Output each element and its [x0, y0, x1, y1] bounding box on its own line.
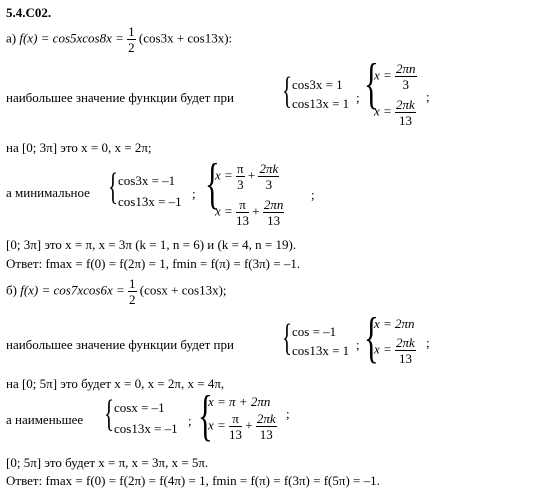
max-sys-line-2: cos13x = 1: [292, 96, 350, 111]
max-sol-1-den: 3: [402, 77, 410, 92]
part-a-eq-left: f(x) = cos5xcos8x =: [19, 30, 124, 46]
max-sol-2-den: 13: [398, 351, 412, 366]
min-sol-2-frac-a: [236, 198, 249, 227]
part-b-eq-right: (cosx + cos13x);: [139, 282, 227, 298]
max-sol-2: [374, 336, 416, 365]
min-sol-2-a-den: 13: [229, 427, 243, 442]
plus-sign: +: [252, 203, 260, 219]
part-a-answer: Ответ: fmax = f(0) = f(2π) = 1, fmin = f(π) = f(3π) = –1.: [6, 256, 301, 271]
min-sol-2-frac-b: [256, 412, 277, 441]
min-sys-line-2: cos13x = –1: [118, 194, 182, 209]
separator: ;: [426, 89, 430, 104]
left-brace: {: [282, 317, 293, 359]
min-sol-1: x = π + 2πn: [208, 394, 271, 409]
half-numerator: 1: [128, 24, 135, 39]
min-sol-1-b-num: 2πk: [259, 161, 279, 176]
min-sol-2-a-den: 13: [236, 213, 250, 228]
max-sol-2-frac: [395, 336, 416, 365]
min-sol-2-frac-b: [263, 198, 285, 227]
part-b-interval: на [0; 5π] это будет x = 0, x = 2π, x = 4π,: [6, 376, 225, 391]
min-sol-2-a-num: π: [229, 412, 242, 427]
separator: ;: [311, 187, 315, 202]
half-denominator: 2: [129, 292, 136, 307]
left-brace: {: [364, 53, 379, 115]
min-sol-1: [215, 162, 279, 191]
min-sys-line-2: cos13x = –1: [114, 421, 178, 436]
max-sol-1-lhs: x =: [374, 67, 392, 83]
separator: ;: [426, 335, 430, 350]
separator: ;: [286, 406, 290, 421]
min-sol-2-a-num: π: [236, 198, 249, 213]
max-sol-1-num: 2πn: [396, 61, 416, 76]
max-sol-1: x = 2πn: [374, 316, 415, 331]
max-sol-2-frac: [395, 98, 416, 127]
max-sol-2-lhs: x =: [374, 103, 392, 119]
half-denominator: 2: [128, 40, 135, 55]
min-sol-1-b-den: 3: [265, 177, 273, 192]
problem-code: 5.4.C02.: [6, 5, 52, 20]
min-sol-1-a-den: 3: [237, 177, 244, 192]
max-sol-2: [374, 98, 416, 127]
half-fraction: [127, 25, 136, 54]
max-sol-1-frac: [395, 62, 417, 91]
half-fraction: [128, 277, 137, 306]
part-a-eq-right: (cos3x + cos13x):: [138, 30, 233, 46]
max-sol-2-num: 2πk: [396, 335, 415, 350]
part-a-interval: на [0; 3π] это x = 0, x = 2π;: [6, 140, 152, 155]
max-sol-1: [374, 62, 417, 91]
min-sol-1-frac-a: [236, 162, 245, 191]
part-b-max-text: наибольшее значение функции будет при: [6, 337, 234, 352]
left-brace: {: [104, 393, 115, 435]
part-a-max-text: наибольшее значение функции будет при: [6, 90, 234, 105]
part-b-min-text: а наименьшее: [6, 412, 84, 427]
part-a-prefix: а): [6, 30, 17, 46]
min-sol-1-lhs: x =: [215, 167, 233, 183]
plus-sign: +: [247, 167, 256, 183]
min-sol-2-b-num: 2πk: [256, 411, 276, 426]
left-brace: {: [364, 307, 379, 369]
min-sol-2: [208, 412, 277, 441]
part-a-equation: [6, 25, 232, 54]
max-sys-line-2: cos13x = 1: [292, 343, 350, 358]
left-brace: {: [108, 166, 119, 208]
max-sys-line-1: cos3x = 1: [292, 77, 343, 92]
min-sys-line-1: cosx = –1: [114, 400, 165, 415]
min-sol-2-lhs: x =: [208, 417, 226, 433]
min-sol-1-a-num: π: [237, 161, 244, 176]
part-a-min-points: [0; 3π] это x = π, x = 3π (k = 1, n = 6) и (k = 4, n = 19).: [6, 237, 297, 252]
min-sol-1-frac-b: [258, 162, 279, 191]
separator: ;: [356, 337, 360, 352]
min-sol-2-lhs: x =: [215, 203, 233, 219]
min-sys-line-1: cos3x = –1: [118, 173, 176, 188]
max-sol-2-lhs: x =: [374, 341, 392, 357]
part-b-min-points: [0; 5π] это будет x = π, x = 3π, x = 5π.: [6, 455, 209, 470]
left-brace: {: [198, 385, 213, 447]
part-b-prefix: б): [6, 282, 17, 298]
separator: ;: [188, 413, 192, 428]
half-numerator: 1: [129, 276, 136, 291]
part-a-min-text: а минимальное: [6, 185, 90, 200]
max-sol-2-num: 2πk: [396, 97, 415, 112]
part-b-answer: Ответ: fmax = f(0) = f(2π) = f(4π) = 1, fmin = f(π) = f(3π) = f(5π) = –1.: [6, 473, 380, 488]
left-brace: {: [282, 70, 293, 112]
max-sys-line-1: cos = –1: [292, 324, 337, 339]
part-b-eq-left: f(x) = cos7xcos6x =: [20, 282, 125, 298]
min-sol-2-b-den: 13: [267, 213, 281, 228]
left-brace: {: [205, 153, 220, 215]
max-sol-2-den: 13: [398, 113, 412, 128]
min-sol-2-b-num: 2πn: [263, 197, 284, 212]
min-sol-2-frac-a: [229, 412, 242, 441]
min-sol-2: [215, 198, 284, 227]
plus-sign: +: [245, 417, 253, 433]
min-sol-2-b-den: 13: [259, 427, 273, 442]
part-b-equation: [6, 277, 227, 306]
separator: ;: [356, 90, 360, 105]
separator: ;: [192, 186, 196, 201]
